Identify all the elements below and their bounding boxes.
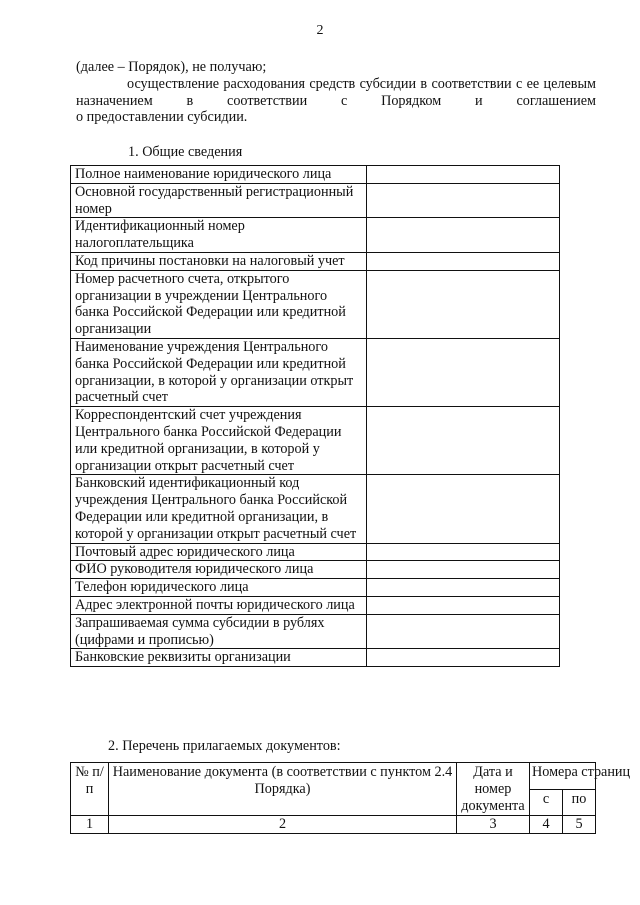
info-row (71, 183, 560, 218)
info-row (71, 475, 560, 543)
info-row (71, 596, 560, 614)
info-row (71, 561, 560, 579)
header-date-number: Дата и номер документа (457, 763, 530, 816)
documents-table (70, 762, 631, 834)
info-row-value[interactable] (367, 166, 560, 184)
column-number: 5 (563, 816, 596, 834)
info-row-value[interactable] (367, 338, 560, 406)
header-document-name: Наименование документа (в соответствии с пунктом 2.4 Порядка) (109, 763, 457, 816)
info-row-label: Идентификационный номер налогоплательщика (71, 218, 367, 253)
section-1-heading: 1. Общие сведения (128, 144, 243, 160)
column-numbering-row (71, 816, 596, 834)
info-row (71, 218, 560, 253)
info-row-label: Телефон юридического лица (71, 579, 367, 597)
header-pages: Номера страниц (530, 763, 596, 790)
info-row-label: Почтовый адрес юридического лица (71, 543, 367, 561)
info-row (71, 252, 560, 270)
info-row-value[interactable] (367, 614, 560, 649)
header-page-to: по (563, 789, 596, 816)
intro-line-1: (далее – Порядок), не получаю; (76, 59, 267, 75)
info-row-value[interactable] (367, 649, 560, 667)
info-row-value[interactable] (367, 252, 560, 270)
general-info-table (70, 165, 560, 667)
info-row-value[interactable] (367, 579, 560, 597)
info-row-label: Адрес электронной почты юридического лица (71, 596, 367, 614)
info-row (71, 407, 560, 475)
info-row-value[interactable] (367, 596, 560, 614)
info-row-value[interactable] (367, 183, 560, 218)
info-row (71, 543, 560, 561)
column-number: 4 (530, 816, 563, 834)
column-number: 1 (71, 816, 109, 834)
column-number: 3 (457, 816, 530, 834)
info-row-label: Запрашиваемая сумма субсидии в рублях (цифрами и прописью) (71, 614, 367, 649)
info-row-label: Банковский идентификационный код учреждения Центрального банка Российской Федерации или кредитной организации, в которой у организации открыт расчетный счет (71, 475, 367, 543)
section-2-heading: 2. Перечень прилагаемых документов: (108, 738, 341, 754)
info-row-label: Код причины постановки на налоговый учет (71, 252, 367, 270)
info-row-value[interactable] (367, 475, 560, 543)
info-row-value[interactable] (367, 561, 560, 579)
info-row-label: Полное наименование юридического лица (71, 166, 367, 184)
header-page-from: с (530, 789, 563, 816)
info-row-label: Номер расчетного счета, открытого организации в учреждении Центрального банка Российской Федерации или кредитной организации (71, 270, 367, 338)
info-row-value[interactable] (367, 407, 560, 475)
info-row (71, 649, 560, 667)
intro-text (76, 59, 596, 126)
info-row (71, 166, 560, 184)
info-row (71, 338, 560, 406)
intro-paragraph: осуществление расходования средств субсидии в соответствии с ее целевым назначением в соответствии с Порядком и соглашением (76, 75, 596, 109)
info-row-label: Корреспондентский счет учреждения Центрального банка Российской Федерации или кредитной организации, в которой у организации открыт расчетный счет (71, 407, 367, 475)
intro-last-line: о предоставлении субсидии. (76, 109, 248, 126)
info-row (71, 579, 560, 597)
info-row-label: Наименование учреждения Центрального банка Российской Федерации или кредитной организации, в которой у организации открыт расчетный счет (71, 338, 367, 406)
info-row (71, 614, 560, 649)
info-row (71, 270, 560, 338)
documents-header-row (71, 763, 596, 790)
info-row-label: ФИО руководителя юридического лица (71, 561, 367, 579)
info-row-value[interactable] (367, 218, 560, 253)
column-number: 2 (109, 816, 457, 834)
page-number: 2 (316, 23, 324, 38)
info-row-value[interactable] (367, 270, 560, 338)
info-row-label: Основной государственный регистрационный номер (71, 183, 367, 218)
info-row-value[interactable] (367, 543, 560, 561)
info-row-label: Банковские реквизиты организации (71, 649, 367, 667)
header-num: № п/п (71, 763, 109, 816)
